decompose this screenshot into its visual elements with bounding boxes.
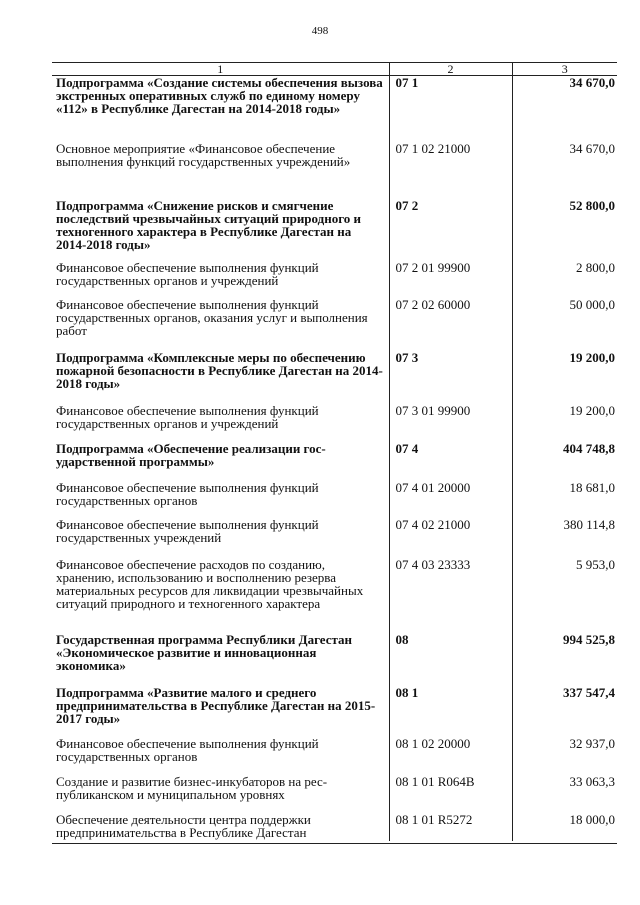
row-code: 07 2 01 99900 [389, 261, 512, 298]
row-code: 08 [389, 633, 512, 686]
table-row [52, 404, 617, 442]
row-code: 07 2 [389, 199, 512, 261]
row-code: 07 1 [389, 76, 512, 142]
table-row [52, 813, 617, 841]
row-name: Подпрограмма «Развитие малого и среднего предпринимательства в Республике Дагестан на 2015-2017 годы» [56, 684, 376, 726]
column-header-3: 3 [512, 63, 617, 76]
row-name: Основное мероприятие «Финансовое обеспечение выполнения функций государственных учреждений» [56, 140, 351, 169]
row-name: Обеспечение деятельности центра поддержки предпринимательства в Республике Дагестан [56, 811, 311, 840]
row-amount: 19 200,0 [512, 351, 617, 404]
row-amount: 18 000,0 [512, 813, 617, 841]
row-code: 08 1 01 R064B [389, 775, 512, 813]
row-amount: 337 547,4 [512, 686, 617, 737]
row-amount: 50 000,0 [512, 298, 617, 351]
table-row [52, 558, 617, 633]
table-row [52, 686, 617, 737]
row-name: Подпрограмма «Снижение рисков и смягчение последствий чрезвычайных ситуаций природного и техногенного характера в Республике Дагестан на 2014-2018 годы» [56, 197, 362, 252]
table-row [52, 261, 617, 298]
row-code: 07 3 [389, 351, 512, 404]
row-amount: 33 063,3 [512, 775, 617, 813]
row-code: 07 4 02 21000 [389, 518, 512, 558]
table-row [52, 775, 617, 813]
row-name: Финансовое обеспечение выполнения функций государственных органов и учреждений [56, 402, 319, 431]
row-code: 07 3 01 99900 [389, 404, 512, 442]
table-row [52, 518, 617, 558]
row-amount: 5 953,0 [512, 558, 617, 633]
table-row [52, 351, 617, 404]
row-code: 07 4 01 20000 [389, 481, 512, 518]
table-row [52, 298, 617, 351]
row-name: Создание и развитие бизнес-инкубаторов на республиканском и муниципальном уровнях [56, 773, 328, 802]
page-number: 498 [311, 25, 329, 37]
row-amount: 19 200,0 [512, 404, 617, 442]
row-name: Финансовое обеспечение расходов по созданию, хранению, использованию и восполнению резерва материальных ресурсов для ликвидации чрезвычайных ситуаций природного и техногенного характера [56, 556, 364, 611]
row-amount: 380 114,8 [512, 518, 617, 558]
row-amount: 34 670,0 [512, 142, 617, 199]
column-header-2: 2 [389, 63, 512, 76]
row-name: Финансовое обеспечение выполнения функций государственных учреждений [56, 516, 319, 545]
table-row [52, 633, 617, 686]
row-name: Финансовое обеспечение выполнения функций государственных органов и учреждений [56, 259, 319, 288]
row-name: Подпрограмма «Создание системы обеспечения вызова экстренных оперативных служб по единому номеру «112» в Республике Дагестан на 2014-2018 годы» [56, 75, 383, 116]
table-bottom-divider [52, 843, 617, 844]
row-amount: 18 681,0 [512, 481, 617, 518]
row-name: Подпрограмма «Комплексные меры по обеспечению пожарной безопасности в Республике Дагестан на 2014-2018 годы» [56, 349, 383, 391]
table-row [52, 481, 617, 518]
table-row [52, 737, 617, 775]
row-code: 07 4 03 23333 [389, 558, 512, 633]
row-name: Подпрограмма «Обеспечение реализации государственной программы» [56, 440, 326, 469]
table-row [52, 142, 617, 199]
table-header-row [52, 63, 617, 76]
row-code: 07 1 02 21000 [389, 142, 512, 199]
row-name: Финансовое обеспечение выполнения функций государственных органов [56, 479, 319, 508]
row-amount: 52 800,0 [512, 199, 617, 261]
row-code: 08 1 [389, 686, 512, 737]
row-code: 07 4 [389, 442, 512, 481]
table-row [52, 442, 617, 481]
row-code: 08 1 02 20000 [389, 737, 512, 775]
row-amount: 32 937,0 [512, 737, 617, 775]
row-code: 07 2 02 60000 [389, 298, 512, 351]
row-name: Финансовое обеспечение выполнения функций государственных органов [56, 735, 319, 764]
row-amount: 994 525,8 [512, 633, 617, 686]
table-row [52, 199, 617, 261]
row-amount: 2 800,0 [512, 261, 617, 298]
row-amount: 404 748,8 [512, 442, 617, 481]
budget-table [52, 62, 617, 841]
row-name: Финансовое обеспечение выполнения функций государственных органов, оказания услуг и выполнения работ [56, 296, 368, 338]
row-code: 08 1 01 R5272 [389, 813, 512, 841]
row-name: Государственная программа Республики Дагестан «Экономическое развитие и инновaционная экономика» [56, 631, 353, 673]
row-amount: 34 670,0 [512, 76, 617, 142]
table-row [52, 76, 617, 142]
column-header-1: 1 [52, 63, 389, 76]
